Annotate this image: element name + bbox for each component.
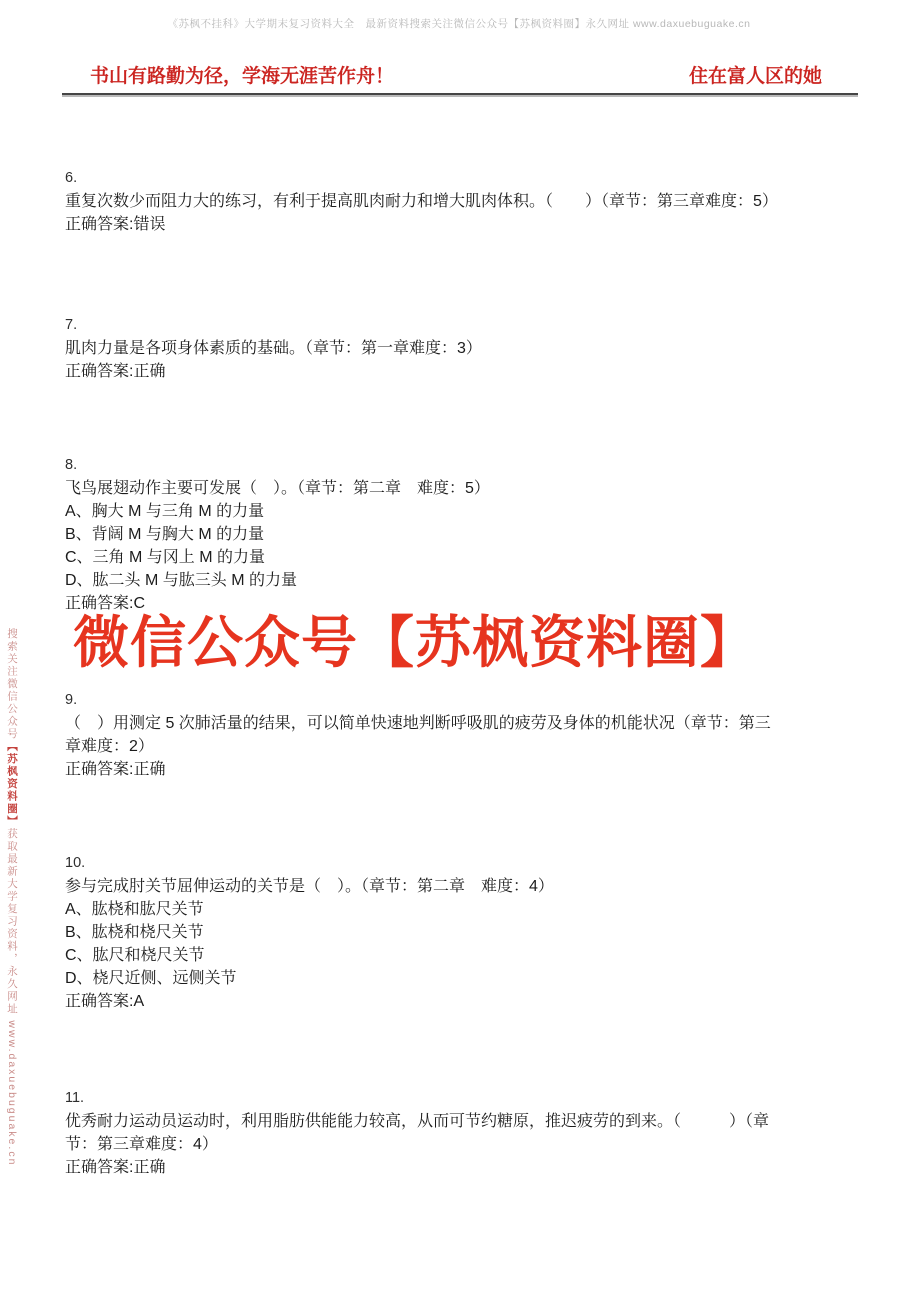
- question-number: 6.: [65, 170, 78, 186]
- answer-line: 正确答案:正确: [65, 363, 166, 380]
- answer-line: 正确答案:正确: [65, 761, 166, 778]
- question-number: 11.: [65, 1090, 85, 1106]
- option-d: D、桡尺近侧、远侧关节: [65, 970, 237, 987]
- left-vertical-watermark: [5, 628, 20, 1268]
- answer-line: 正确答案:正确: [65, 1159, 166, 1176]
- question-number: 9.: [65, 692, 78, 708]
- motto-left: 书山有路勤为径，学海无涯苦作舟！: [90, 66, 395, 87]
- option-c: C、三角 M 与冈上 M 的力量: [65, 549, 265, 566]
- answer-line: 正确答案:A: [65, 993, 145, 1010]
- wechat-banner: 微信公众号【苏枫资料圈】: [73, 613, 757, 675]
- option-a: A、肱桡和肱尺关节: [65, 901, 204, 918]
- header-motto-row: [62, 61, 858, 88]
- answer-line: 正确答案:C: [65, 595, 146, 612]
- question-number: 8.: [65, 457, 78, 473]
- question-text-line-2: 节：第三章难度：4）: [65, 1136, 218, 1153]
- question-8: [65, 454, 859, 615]
- option-b: B、背阔 M 与胸大 M 的力量: [65, 526, 265, 543]
- side-note-prefix: 搜索关注微信公众号: [6, 628, 18, 741]
- option-c: C、肱尺和桡尺关节: [65, 947, 205, 964]
- question-text: 参与完成肘关节屈伸运动的关节是（ ）。（章节：第二章 难度：4）: [65, 878, 554, 895]
- question-text-line-2: 章难度：2）: [65, 738, 154, 755]
- question-text: 飞鸟展翅动作主要可发展（ ）。（章节：第二章 难度：5）: [65, 480, 490, 497]
- question-text-line-1: （ ）用测定 5 次肺活量的结果，可以简单快速地判断呼吸肌的疲劳及身体的机能状况（章节：第三: [65, 715, 771, 732]
- question-text-line-1: 优秀耐力运动员运动时，利用脂肪供能能力较高，从而可节约糖原，推迟疲劳的到来。（ ）（章: [65, 1113, 770, 1130]
- option-a: A、胸大 M 与三角 M 的力量: [65, 503, 265, 520]
- option-b: B、肱桡和桡尺关节: [65, 924, 204, 941]
- question-6: [65, 167, 859, 236]
- header-divider: [62, 93, 858, 97]
- question-9: [65, 689, 859, 781]
- side-note-highlight: 【苏枫资料圈】: [6, 740, 18, 828]
- top-watermark-note: 《苏枫不挂科》大学期末复习资料大全 最新资料搜索关注微信公众号【苏枫资料圈】永久网址 www.daxuebuguake.cn: [167, 18, 751, 30]
- question-10: [65, 852, 859, 1013]
- question-text: 重复次数少而阻力大的练习，有利于提高肌肉耐力和增大肌肉体积。（ ）（章节：第三章难度：5）: [65, 193, 778, 210]
- answer-line: 正确答案:错误: [65, 216, 166, 233]
- motto-right: 住在富人区的她: [688, 66, 822, 87]
- question-7: [65, 314, 859, 383]
- question-number: 10.: [65, 855, 86, 871]
- question-text: 肌肉力量是各项身体素质的基础。（章节：第一章难度：3）: [65, 340, 482, 357]
- question-number: 7.: [65, 317, 78, 333]
- option-d: D、肱二头 M 与肱三头 M 的力量: [65, 572, 297, 589]
- side-note-suffix: 获取最新大学复习资料，永久网址 www.daxuebuguake.cn: [6, 828, 18, 1167]
- question-11: [65, 1087, 859, 1179]
- questions-area: [65, 167, 859, 1179]
